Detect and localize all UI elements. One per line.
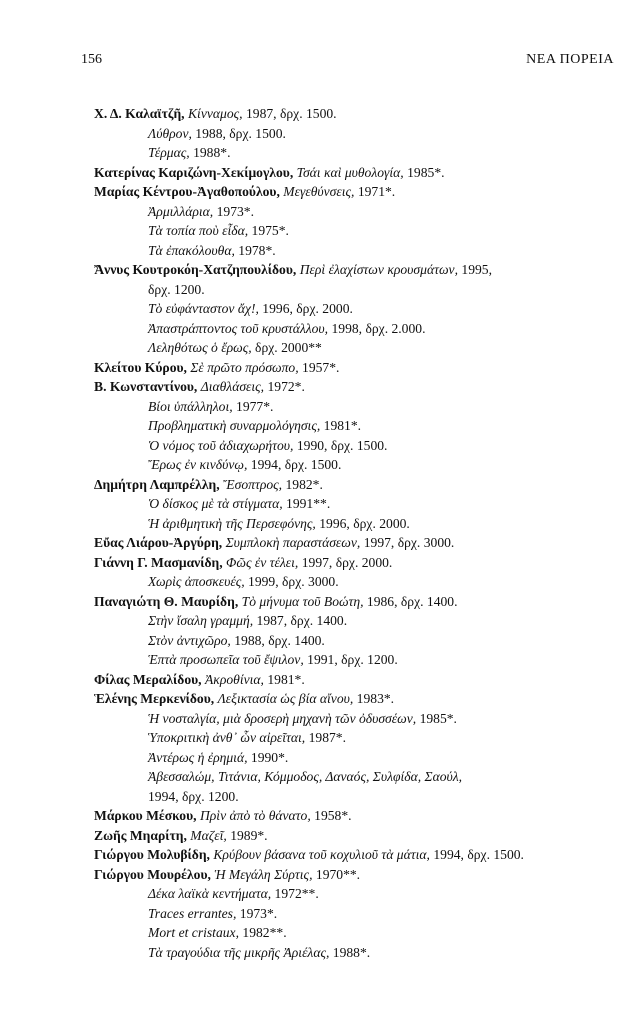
work-title: Ἔσοπτρος, [223,476,283,492]
work-title: Διαθλάσεις, [200,379,265,394]
publication-details: 1975*. [251,223,289,238]
author-entry [94,670,614,690]
publication-details: 1994, δρχ. 1200. [148,788,239,804]
work-title: Τσάι καὶ μυθολογία, [296,164,404,180]
publication-details: 1981*. [267,671,305,687]
publication-details: 1990, δρχ. 1500. [296,437,388,453]
publication-details: δρχ. 2000** [255,340,322,355]
publication-details: 1985*. [419,710,457,726]
work-title: Τὰ ἐπακόλουθα, [148,242,235,258]
work-entry [94,728,614,748]
work-entry [94,709,614,729]
author-entry [94,358,614,378]
work-title: Κίνναμος, [187,106,243,121]
work-title: Στὸν ἀντιχῶρο, [148,632,231,648]
work-title: Ἀβεσσαλώμ, Τιτάνια, Κόμμοδος, Δαναός, Συλφίδα, Σαούλ, [148,769,463,784]
work-title: Στὴν ἴσαλη γραμμή, [148,613,254,628]
author-name: Εὔας Λιάρου-Ἀργύρη, [94,535,223,550]
publication-details: 1982**. [242,925,287,940]
publication-details: 1991, δρχ. 1200. [307,652,398,667]
author-name: Ἄννυς Κουτροκόη-Χατζηπουλίδου, [94,262,297,277]
publication-details: 1987*. [308,730,346,745]
publication-details: 1973*. [239,905,278,921]
publication-details: 1991**. [286,496,331,511]
publication-details: 1987, δρχ. 1400. [256,613,348,628]
work-entry [94,455,614,475]
work-entry [94,299,614,319]
publication-details: 1998, δρχ. 2.000. [331,320,426,336]
publication-details: 1982*. [285,476,323,492]
work-title: Ὑποκριτικὴ ἀνθ᾽ ὧν αἰρεῖται, [148,730,306,745]
running-title: ΝΕΑ ΠΟΡΕΙΑ [526,52,614,67]
work-entry [94,221,614,241]
work-title: Ἀπαστράπτοντος τοῦ κρυστάλλου, [148,320,329,336]
publication-details: 1988*. [193,145,231,160]
publication-details: 1972*. [267,379,305,394]
publication-details: 1972**. [274,886,319,901]
work-entry [94,280,614,300]
work-entry [94,943,614,963]
publication-details: 1997, δρχ. 3000. [363,535,455,550]
work-entry [94,904,614,924]
bibliography-list [94,104,614,962]
work-title: Traces errantes, [148,905,237,921]
author-entry [94,689,614,709]
work-entry [94,202,614,222]
work-entry [94,767,614,787]
publication-details: 1997, δρχ. 2000. [301,554,393,570]
author-name: Χ. Δ. Καλαϊτζῆ, [94,106,185,121]
publication-details: 1996, δρχ. 2000. [262,301,353,316]
work-title: Κρύβουν βάσανα τοῦ κοχυλιοῦ τὰ μάτια, [213,847,430,862]
work-title: Δέκα λαϊκὰ κεντήματα, [148,886,272,901]
publication-details: 1995, [461,262,492,277]
author-name: Ζωῆς Μηαρίτη, [94,827,187,843]
author-entry [94,553,614,573]
publication-details: 1981*. [323,418,362,433]
publication-details: 1971*. [357,184,396,199]
work-entry [94,787,614,807]
publication-details: 1996, δρχ. 2000. [319,515,410,531]
author-name: Γιώργου Μολυβίδη, [94,847,210,862]
publication-details: 1987, δρχ. 1500. [245,106,337,121]
publication-details: 1988*. [332,944,371,960]
publication-details: 1988, δρχ. 1400. [234,632,325,648]
publication-details: δρχ. 1200. [148,281,205,297]
work-title: Τὸ εὐφάνταστον ἄχ!, [148,301,259,316]
work-entry [94,436,614,456]
work-entry [94,923,614,943]
author-name: Φίλας Μεραλίδου, [94,671,202,687]
publication-details: 1958*. [314,808,352,823]
work-title: Περὶ ἐλαχίστων κρουσμάτων, [299,262,458,277]
publication-details: 1994, δρχ. 1500. [433,847,524,862]
publication-details: 1994, δρχ. 1500. [250,457,342,472]
work-title: Ἀκροθίνια, [205,671,264,687]
work-title: Πρὶν ἀπὸ τὸ θάνατο, [199,808,311,823]
page-number: 156 [81,52,102,67]
publication-details: 1986, δρχ. 1400. [366,593,458,609]
work-entry [94,514,614,534]
work-entry [94,241,614,261]
author-entry [94,806,614,826]
author-name: Μαρίας Κέντρου-Ἀγαθοπούλου, [94,184,280,199]
publication-details: 1978*. [238,242,276,258]
author-name: Ἑλένης Μερκενίδου, [94,691,215,706]
publication-details: 1989*. [230,827,268,843]
work-title: Ὁ νόμος τοῦ ἀδιαχωρήτου, [148,437,294,453]
author-name: Παναγιώτη Θ. Μαυρίδη, [94,593,239,609]
work-title: Βίοι ὑπάλληλοι, [148,398,233,414]
publication-details: 1973*. [216,203,254,219]
work-title: Λεληθότως ὁ ἔρως, [148,340,252,355]
work-title: Τὰ τραγούδια τῆς μικρῆς Ἀριέλας, [148,944,330,960]
work-entry [94,319,614,339]
author-name: Κλείτου Κύρου, [94,359,187,375]
work-entry [94,572,614,592]
author-entry [94,865,614,885]
work-title: Σὲ πρῶτο πρόσωπο, [190,359,299,375]
work-title: Ἡ ἀριθμητικὴ τῆς Περσεφόνης, [148,515,316,531]
publication-details: 1999, δρχ. 3000. [248,574,339,589]
work-title: Λεξικτασία ὡς βία αἴνου, [217,691,354,706]
author-entry [94,377,614,397]
work-title: Χωρὶς ἀποσκευές, [148,574,245,589]
work-entry [94,631,614,651]
author-name: Γιώργου Μουρέλου, [94,866,211,882]
author-name: Γιάννη Γ. Μασμανίδη, [94,554,223,570]
publication-details: 1988, δρχ. 1500. [195,125,286,141]
work-entry [94,416,614,436]
work-entry [94,494,614,514]
author-entry [94,845,614,865]
author-name: Δημήτρη Λαμπρέλλη, [94,476,220,492]
work-entry [94,884,614,904]
work-title: Τὸ μήνυμα τοῦ Βοώτη, [241,593,364,609]
work-entry [94,397,614,417]
work-title: Προβληματικὴ συναρμολόγησις, [148,418,321,433]
work-title: Ἡ Μεγάλη Σύρτις, [214,866,313,882]
publication-details: 1983*. [356,691,395,706]
publication-details: 1985*. [407,164,445,180]
work-title: Λύθρον, [148,125,192,141]
author-name: Μάρκου Μέσκου, [94,808,197,823]
author-name: Β. Κωνσταντίνου, [94,379,198,394]
work-title: Ἔρως ἐν κινδύνῳ, [148,457,248,472]
author-entry [94,592,614,612]
author-entry [94,533,614,553]
work-entry [94,611,614,631]
publication-details: 1977*. [236,398,274,414]
publication-details: 1990*. [250,749,289,765]
author-name: Κατερίνας Καριζώνη-Χεκίμογλου, [94,164,294,180]
publication-details: 1957*. [302,359,340,375]
work-title: Φῶς ἐν τέλει, [226,554,299,570]
work-title: Συμπλοκὴ παραστάσεων, [225,535,361,550]
work-title: Ἀρμιλλάρια, [148,203,214,219]
author-entry [94,182,614,202]
author-entry [94,260,614,280]
work-title: Μεγεθύνσεις, [283,184,355,199]
work-title: Mort et cristaux, [148,925,239,940]
author-entry [94,163,614,183]
work-entry [94,124,614,144]
work-title: Ἡ νοσταλγία, μιὰ δροσερὴ μηχανὴ τῶν ὀδυσσέων, [148,710,417,726]
work-title: Τέρμας, [148,145,190,160]
work-title: Ὁ δίσκος μὲ τὰ στίγματα, [148,496,283,511]
publication-details: 1970**. [315,866,361,882]
work-entry [94,748,614,768]
author-entry [94,475,614,495]
work-title: Ἀντέρως ἡ ἐρημιά, [148,749,248,765]
work-entry [94,338,614,358]
work-title: Ἑπτὰ προσωπεῖα τοῦ ἔψιλον, [148,652,304,667]
work-title: Τὰ τοπία ποὺ εἶδα, [148,223,249,238]
work-entry [94,143,614,163]
author-entry [94,826,614,846]
work-entry [94,650,614,670]
author-entry [94,104,614,124]
work-title: Μαζεῖ, [190,827,227,843]
